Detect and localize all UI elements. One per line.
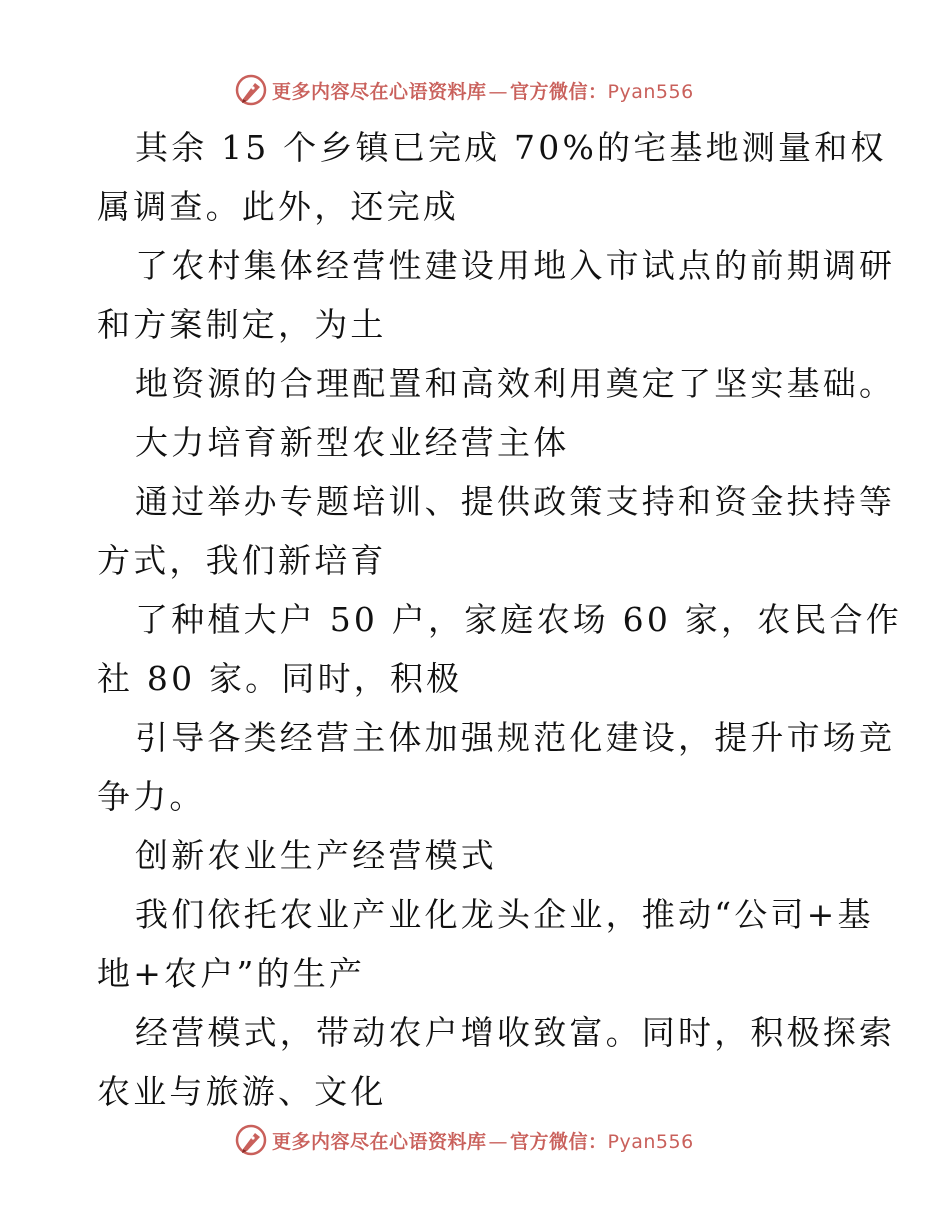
text-line: 了农村集体经营性建设用地入市试点的前期调研 (135, 246, 896, 285)
text-line: 和方案制定，为土 (97, 305, 387, 344)
document-body (97, 118, 902, 1121)
watermark-wechat-id: Pyan556 (607, 80, 694, 103)
text-line: 创新农业生产经营模式 (135, 836, 497, 875)
text-line: 大力培育新型农业经营主体 (135, 423, 570, 462)
text-line: 了种植大户 50 户，家庭农场 60 家，农民合作 (135, 600, 902, 639)
watermark-text (272, 1127, 694, 1154)
text-line: 地+农户”的生产 (97, 954, 366, 993)
footer-watermark (234, 1120, 694, 1160)
watermark-site-text: 更多内容尽在心语资料库 (272, 1130, 487, 1153)
watermark-site-text: 更多内容尽在心语资料库 (272, 80, 487, 103)
pen-nib-logo-icon (234, 73, 268, 107)
watermark-wechat-id: Pyan556 (607, 1130, 694, 1153)
text-line: 经营模式，带动农户增收致富。同时，积极探索 (135, 1013, 896, 1052)
watermark-dash: — (488, 1130, 509, 1153)
watermark-dash: — (488, 80, 509, 103)
text-line: 通过举办专题培训、提供政策支持和资金扶持等 (135, 482, 896, 521)
watermark-wechat-label: 官方微信： (510, 80, 608, 103)
text-line: 我们依托农业产业化龙头企业，推动“公司+基 (135, 895, 874, 934)
text-line: 引导各类经营主体加强规范化建设，提升市场竞 (135, 718, 896, 757)
text-line: 社 80 家。同时，积极 (97, 659, 463, 698)
text-line: 地资源的合理配置和高效利用奠定了坚实基础。 (135, 364, 896, 403)
text-line: 其余 15 个乡镇已完成 70%的宅基地测量和权 (135, 128, 887, 167)
text-line: 方式，我们新培育 (97, 541, 387, 580)
header-watermark (234, 70, 694, 110)
watermark-text (272, 77, 694, 104)
text-line: 属调查。此外，还完成 (97, 187, 459, 226)
text-line: 农业与旅游、文化 (97, 1072, 387, 1111)
watermark-wechat-label: 官方微信： (510, 1130, 608, 1153)
text-line: 争力。 (97, 777, 206, 816)
pen-nib-logo-icon (234, 1123, 268, 1157)
